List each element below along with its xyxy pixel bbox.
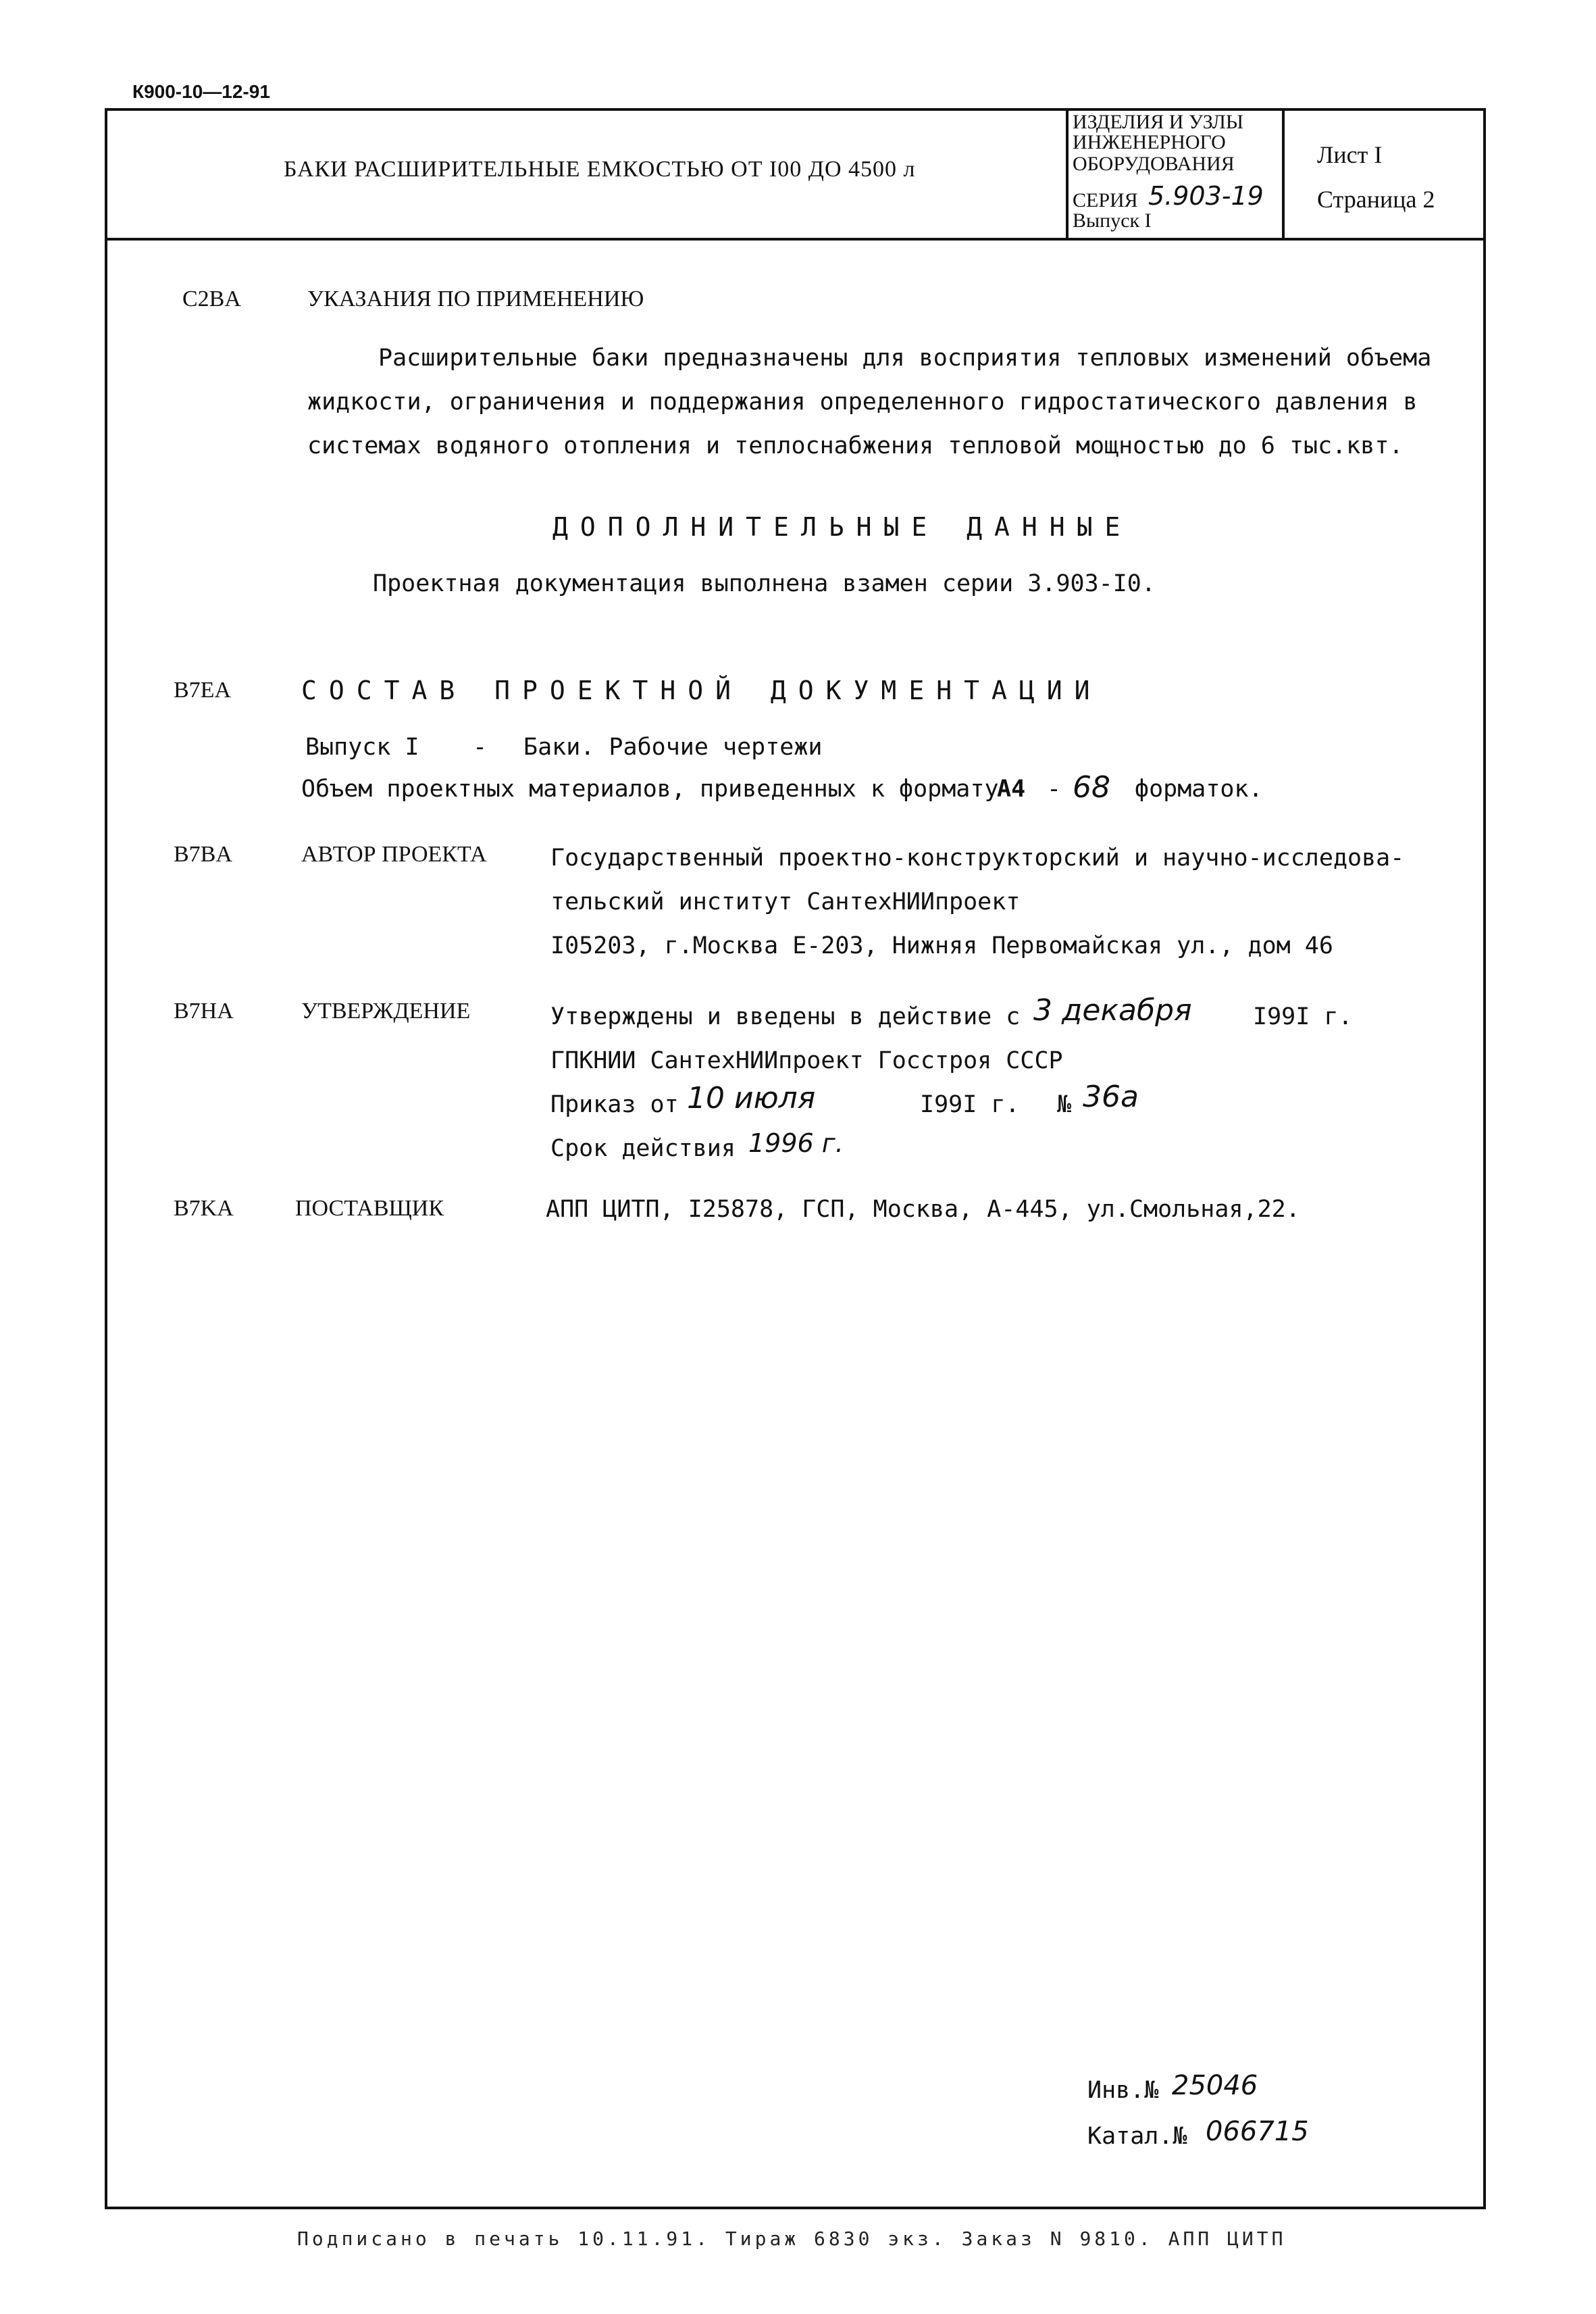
page-number: Страница 2: [1317, 186, 1435, 213]
composition-format: А4: [997, 776, 1026, 803]
header-divider-left: [1066, 108, 1069, 239]
inventory-label: Инв.№: [1087, 2077, 1159, 2104]
approval-start-date: 3 декабря: [1033, 993, 1192, 1028]
author-line1: Государственный проектно-конструкторский и научно-исследова-: [550, 845, 1405, 872]
inventory-number: 25046: [1172, 2070, 1258, 2101]
header-divider-right: [1282, 108, 1285, 239]
composition-volume-text: Объем проектных материалов, приведенных к формату: [301, 776, 999, 803]
additional-heading: ДОПОЛНИТЕЛЬНЫЕ ДАННЫЕ: [552, 512, 1133, 542]
series-label: СЕРИЯ: [1073, 189, 1138, 211]
document-code: К900-10—12-91: [132, 81, 270, 102]
section-code-composition: B7EA: [174, 678, 231, 703]
composition-dash: -: [473, 734, 488, 761]
composition-volume-count: 68: [1073, 770, 1110, 805]
composition-issue-label: Выпуск I: [305, 734, 419, 761]
application-text-line2: жидкости, ограничения и поддержания определенного гидростатического давления в: [307, 388, 1418, 416]
sheet-number: Лист I: [1317, 141, 1383, 168]
application-heading: УКАЗАНИЯ ПО ПРИМЕНЕНИЮ: [307, 286, 644, 311]
approval-line2: ГПКНИИ СантехНИИпроект Госстроя СССР: [550, 1047, 1063, 1074]
composition-heading: СОСТАВ ПРОЕКТНОЙ ДОКУМЕНТАЦИИ: [301, 676, 1102, 705]
supplier-text: АПП ЦИТП, I25878, ГСП, Москва, А-445, ул.Смольная,22.: [546, 1196, 1300, 1223]
section-code-approval: B7HA: [174, 999, 234, 1024]
composition-issue-text: Баки. Рабочие чертежи: [523, 734, 823, 761]
additional-text: Проектная документация выполнена взамен серии 3.903-I0.: [373, 570, 1156, 597]
author-line3: I05203, г.Москва Е-203, Нижняя Первомайская ул., дом 46: [550, 932, 1333, 959]
approval-order-text: Приказ от: [550, 1091, 679, 1118]
author-line2: тельский институт СантехНИИпроект: [550, 888, 1021, 915]
approval-validity-value: 1996 г.: [748, 1128, 844, 1158]
composition-volume-dash: -: [1047, 776, 1062, 803]
approval-line1-text: Утверждены и введены в действие с: [550, 1003, 1021, 1030]
application-text-line3: системах водяного отопления и теплоснабжения тепловой мощностью до 6 тыс.квт.: [307, 432, 1404, 459]
application-text-line1: Расширительные баки предназначены для восприятия тепловых изменений объема: [378, 345, 1432, 372]
series-block-line3: ОБОРУДОВАНИЯ: [1073, 153, 1235, 175]
composition-volume-unit: форматок.: [1135, 776, 1263, 803]
page-frame: [105, 108, 1486, 2209]
series-issue: Выпуск I: [1073, 209, 1152, 232]
approval-start-year: I99I г.: [1253, 1003, 1353, 1030]
section-code-supplier: B7KA: [174, 1196, 234, 1221]
supplier-label: ПОСТАВЩИК: [295, 1196, 444, 1221]
approval-label: УТВЕРЖДЕНИЕ: [301, 999, 471, 1024]
approval-order-no-label: №: [1057, 1091, 1072, 1118]
series-number: 5.903-19: [1148, 181, 1264, 211]
document-title: БАКИ РАСШИРИТЕЛЬНЫЕ ЕМКОСТЬЮ ОТ I00 ДО 4500 л: [284, 157, 916, 182]
header-divider: [105, 238, 1486, 241]
catalog-label: Катал.№: [1087, 2123, 1187, 2150]
catalog-number: 066715: [1206, 2116, 1309, 2147]
author-label: АВТОР ПРОЕКТА: [301, 842, 487, 867]
section-code-application: C2BA: [182, 286, 241, 311]
print-footer: Подписано в печать 10.11.91. Тираж 6830 экз. Заказ N 9810. АПП ЦИТП: [297, 2228, 1287, 2250]
series-block-line2: ИНЖЕНЕРНОГО: [1073, 131, 1226, 153]
approval-order-year: I99I г.: [920, 1091, 1020, 1118]
approval-validity-text: Срок действия: [550, 1135, 736, 1162]
section-code-author: B7BA: [174, 842, 232, 867]
series-block-line1: ИЗДЕЛИЯ И УЗЛЫ: [1073, 111, 1244, 133]
approval-order-number: 36а: [1083, 1080, 1139, 1114]
approval-order-date: 10 июля: [687, 1081, 816, 1115]
